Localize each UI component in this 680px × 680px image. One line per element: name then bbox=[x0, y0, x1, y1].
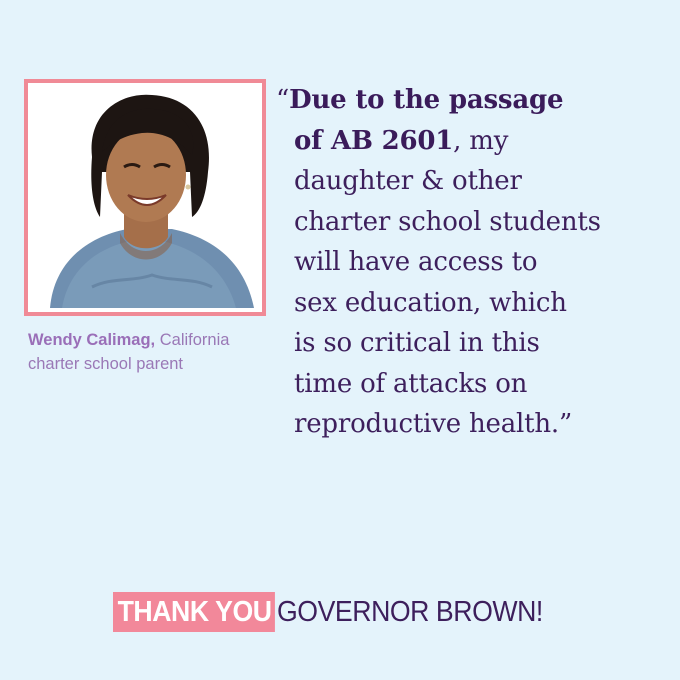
quote-open-mark: “ bbox=[276, 85, 290, 115]
portrait-photo bbox=[32, 87, 258, 308]
quote-line-5: will have access to bbox=[294, 247, 538, 277]
caption-role: charter school parent bbox=[28, 355, 184, 373]
thank-you-banner bbox=[113, 592, 566, 632]
quote-bold-line-1: Due to the passage bbox=[289, 85, 564, 115]
quote-line-2 bbox=[276, 121, 676, 162]
portrait-illustration bbox=[32, 87, 258, 308]
caption-name: Wendy Calimag, bbox=[28, 331, 156, 349]
quote-bold-line-2: of AB 2601 bbox=[294, 125, 454, 156]
quote-line-2-rest: , my bbox=[453, 125, 509, 156]
quote-line-6: sex education, which bbox=[294, 287, 567, 318]
quote-line-3: daughter & other bbox=[294, 166, 522, 196]
thank-you-highlight: THANK YOU bbox=[113, 592, 275, 632]
caption-location: California bbox=[155, 331, 230, 349]
quote-line-7: is so critical in this bbox=[294, 328, 540, 358]
thank-you-recipient: GOVERNOR BROWN! bbox=[277, 596, 544, 628]
quote-line-1 bbox=[276, 80, 676, 121]
photo-frame bbox=[24, 79, 266, 316]
photo-caption bbox=[28, 328, 268, 376]
quote-line-9: reproductive health.” bbox=[294, 409, 573, 439]
quote-block bbox=[276, 80, 676, 445]
quote-line-8: time of attacks on bbox=[294, 368, 528, 399]
quote-line-4: charter school students bbox=[294, 206, 601, 237]
